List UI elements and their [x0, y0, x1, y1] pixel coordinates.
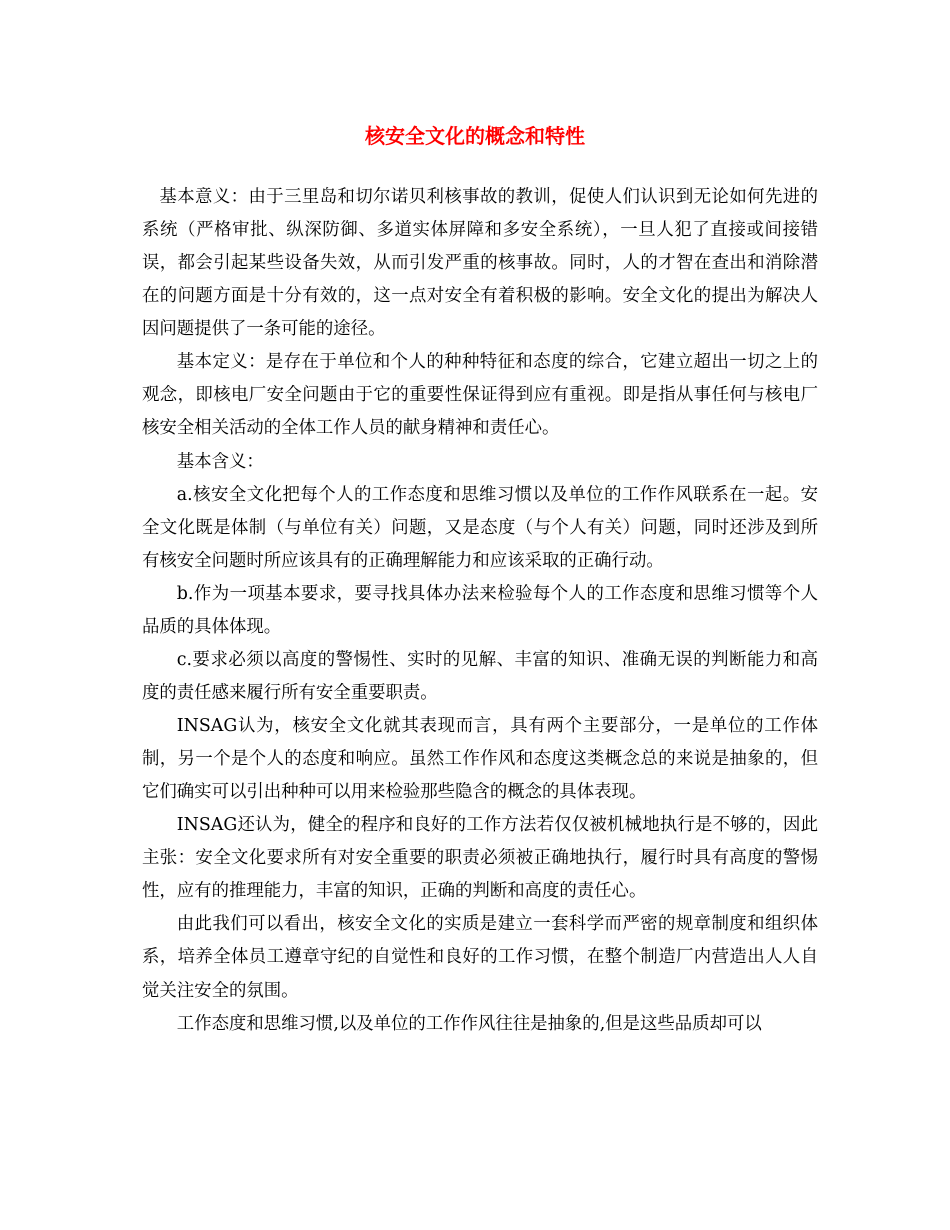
- paragraph-basic-meaning: 基本意义：由于三里岛和切尔诺贝利核事故的教训，促使人们认识到无论如何先进的系统（严格审批、纵深防御、多道实体屏障和多安全系统），一旦人犯了直接或间接错误，都会引起某些设备失效，从而引发严重的核事故。同时，人的才智在查出和消除潜在的问题方面是十分有效的，这一点对安全有着积极的影响。安全文化的提出为解决人因问题提供了一条可能的途径。: [142, 187, 818, 340]
- document-body: [142, 181, 818, 1041]
- paragraph-item-b: b.作为一项基本要求，要寻找具体办法来检验每个人的工作态度和思维习惯等个人品质的具体体现。: [142, 583, 818, 637]
- paragraph-item-a: a.核安全文化把每个人的工作态度和思维习惯以及单位的工作作风联系在一起。安全文化既是体制（与单位有关）问题，又是态度（与个人有关）问题，同时还涉及到所有核安全问题时所应该具有的正确理解能力和应该采取的正确行动。: [142, 484, 818, 571]
- paragraph-item-c: c.要求必须以高度的警惕性、实时的见解、丰富的知识、准确无误的判断能力和高度的责任感来履行所有安全重要职责。: [142, 649, 818, 703]
- paragraph-essence: 由此我们可以看出，核安全文化的实质是建立一套科学而严密的规章制度和组织体系，培养全体员工遵章守纪的自觉性和良好的工作习惯，在整个制造厂内营造出人人自觉关注安全的氛围。: [142, 914, 818, 1001]
- paragraph-basic-definition: 基本定义：是存在于单位和个人的种种特征和态度的综合，它建立超出一切之上的观念，即核电厂安全问题由于它的重要性保证得到应有重视。即是指从事任何与核电厂核安全相关活动的全体工作人员的献身精神和责任心。: [142, 352, 818, 439]
- paragraph-basic-connotation-heading: 基本含义：: [176, 451, 264, 472]
- paragraph-insag-view-2: INSAG还认为，健全的程序和良好的工作方法若仅仅被机械地执行是不够的，因此主张：安全文化要求所有对安全重要的职责必须被正确地执行，履行时具有高度的警惕性，应有的推理能力，丰富的知识，正确的判断和高度的责任心。: [142, 815, 818, 902]
- document-title: 核安全文化的概念和特性: [365, 124, 585, 148]
- paragraph-insag-view-1: INSAG认为，核安全文化就其表现而言，具有两个主要部分，一是单位的工作体制，另一个是个人的态度和响应。虽然工作作风和态度这类概念总的来说是抽象的，但它们确实可以引出种种可以用来检验那些隐含的概念的具体表现。: [142, 716, 818, 803]
- paragraph-work-attitude: 工作态度和思维习惯,以及单位的工作作风往往是抽象的,但是这些品质却可以: [176, 1013, 762, 1034]
